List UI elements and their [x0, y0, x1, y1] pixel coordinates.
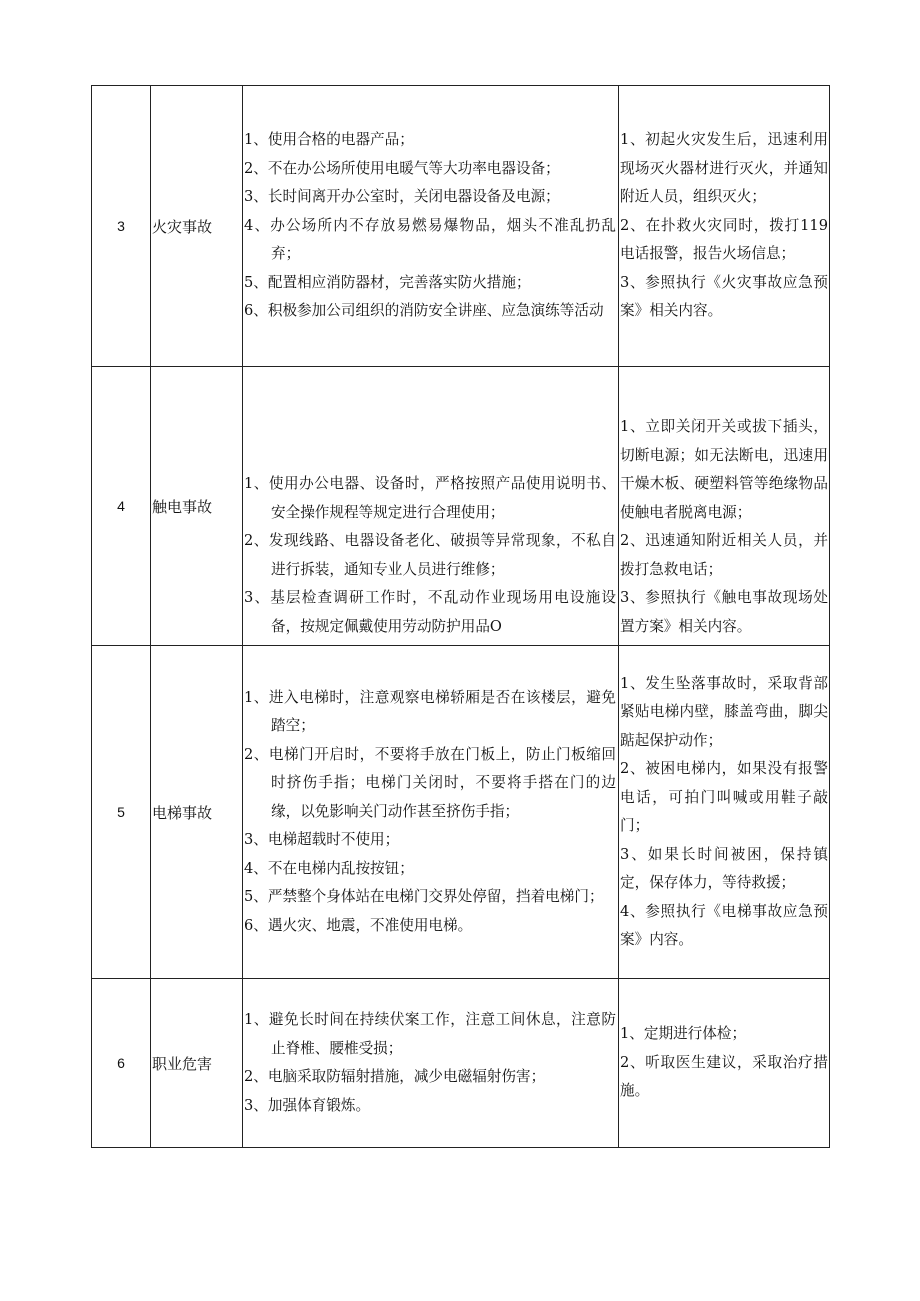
response-item: 2、迅速通知附近相关人员，并拨打急救电话； — [620, 532, 828, 578]
prevention-item: 1、避免长时间在持续伏案工作，注意工间休息，注意防止脊椎、腰椎受损； — [244, 1011, 616, 1057]
hazard-type: 职业危害 — [151, 979, 243, 1148]
prevention-item: 2、电梯门开启时，不要将手放在门板上，防止门板缩回时挤伤手指；电梯门关闭时，不要将手搭在门的边缘，以免影响关门动作甚至挤伤手指； — [244, 745, 616, 820]
response-item: 1、初起火灾发生后，迅速利用现场灭火器材进行灭火，并通知附近人员，组织灭火； — [620, 131, 828, 206]
response-item: 3、参照执行《火灾事故应急预案》相关内容。 — [620, 273, 828, 320]
table-row-elevator — [92, 646, 830, 979]
response-item: 1、定期进行体检； — [620, 1025, 747, 1043]
prevention-measures — [243, 367, 619, 646]
prevention-item: 3、基层检查调研工作时，不乱动作业现场用电设施设备，按规定佩戴使用劳动防护用品O — [244, 589, 616, 635]
prevention-item: 5、严禁整个身体站在电梯门交界处停留，挡着电梯门； — [244, 888, 604, 906]
response-item: 3、如果长时间被困，保持镇定，保存体力，等待救援； — [620, 845, 828, 891]
emergency-response — [619, 979, 830, 1148]
row-number: 4 — [92, 367, 151, 646]
hazard-table — [91, 85, 830, 1148]
prevention-item: 6、遇火灾、地震，不准使用电梯。 — [244, 916, 473, 934]
response-item: 2、被困电梯内，如果没有报警电话，可拍门叫喊或用鞋子敲门； — [620, 760, 828, 834]
prevention-item: 2、电脑采取防辐射措施，减少电磁辐射伤害； — [244, 1068, 546, 1085]
response-item: 1、立即关闭开关或拔下插头，切断电源；如无法断电，迅速用干燥木板、硬塑料管等绝缘物品使触电者脱离电源； — [620, 418, 828, 521]
response-item: 1、发生坠落事故时，采取背部紧贴电梯内壁，膝盖弯曲，脚尖踮起保护动作； — [620, 674, 828, 749]
response-item: 3、参照执行《触电事故现场处置方案》相关内容。 — [620, 589, 828, 635]
response-item: 4、参照执行《电梯事故应急预案》内容。 — [620, 902, 828, 948]
row-number: 5 — [92, 646, 151, 979]
hazard-type: 火灾事故 — [151, 86, 243, 367]
prevention-item: 1、进入电梯时，注意观察电梯轿厢是否在该楼层，避免踏空； — [244, 688, 616, 735]
hazard-type: 触电事故 — [151, 367, 243, 646]
prevention-item: 5、配置相应消防器材，完善落实防火措施； — [244, 273, 531, 291]
prevention-item: 3、电梯超载时不使用； — [244, 831, 400, 849]
prevention-item: 2、不在办公场所使用电暖气等大功率电器设备； — [244, 159, 560, 177]
response-item: 2、在扑救火灾同时，拨打119电话报警，报告火场信息； — [620, 216, 828, 263]
prevention-item: 2、发现线路、电器设备老化、破损等异常现象，不私自进行拆装，通知专业人员进行维修； — [244, 532, 616, 578]
prevention-measures — [243, 646, 619, 979]
prevention-item: 1、使用合格的电器产品； — [244, 131, 414, 149]
prevention-item: 1、使用办公电器、设备时，严格按照产品使用说明书、安全操作规程等规定进行合理使用； — [244, 475, 616, 521]
table-row-occupational — [92, 979, 830, 1148]
prevention-measures — [243, 979, 619, 1148]
emergency-response — [619, 367, 830, 646]
emergency-response — [619, 646, 830, 979]
prevention-item: 6、积极参加公司组织的消防安全讲座、应急演练等活动 — [244, 302, 604, 320]
prevention-item: 4、办公场所内不存放易燃易爆物品，烟头不准乱扔乱弃； — [244, 216, 616, 263]
row-number: 6 — [92, 979, 151, 1148]
prevention-item: 3、加强体育锻炼。 — [244, 1096, 371, 1114]
response-item: 2、听取医生建议，采取治疗措施。 — [620, 1053, 828, 1100]
prevention-measures — [243, 86, 619, 367]
table-row-electric-shock — [92, 367, 830, 646]
prevention-item: 3、长时间离开办公室时，关闭电器设备及电源； — [244, 188, 560, 206]
table-row-fire — [92, 86, 830, 367]
prevention-item: 4、不在电梯内乱按按钮； — [244, 859, 414, 877]
emergency-response — [619, 86, 830, 367]
row-number: 3 — [92, 86, 151, 367]
hazard-type: 电梯事故 — [151, 646, 243, 979]
